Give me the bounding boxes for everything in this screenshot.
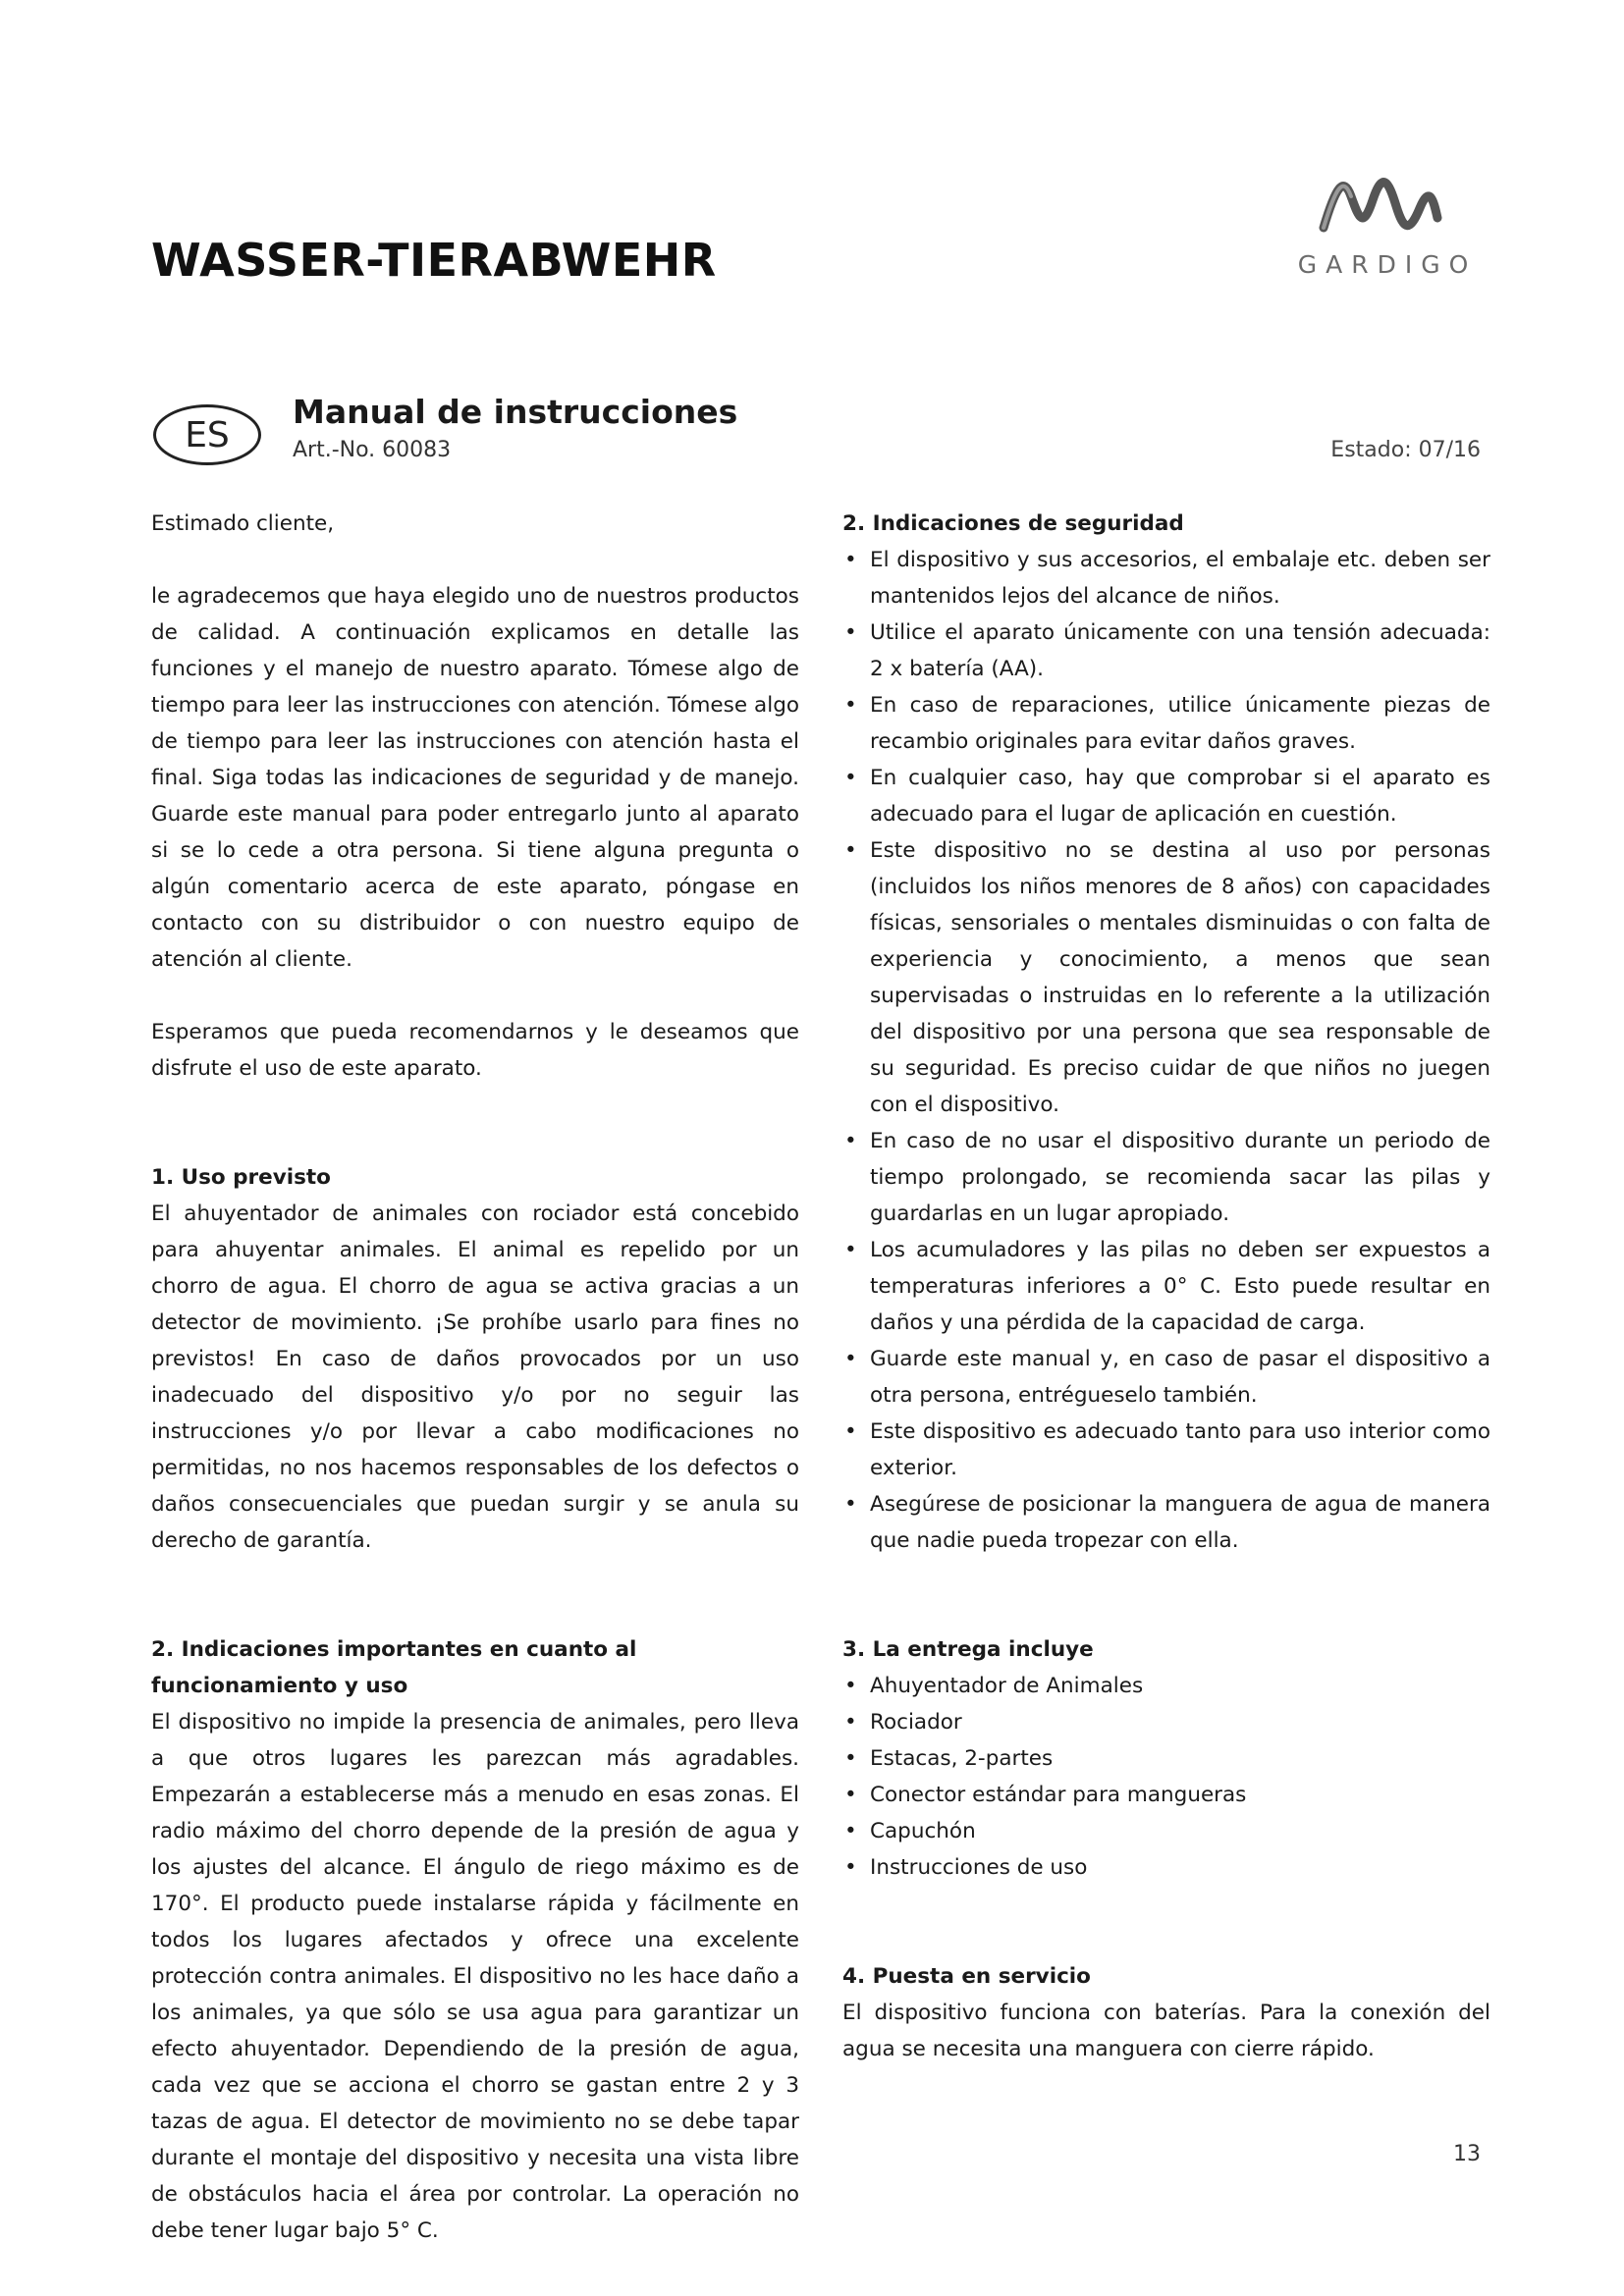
left-column [151, 506, 799, 2249]
page-number: 13 [1453, 2142, 1481, 2166]
list-item: • Instrucciones de uso [842, 1849, 1490, 1886]
list-item: • Guarde este manual y, en caso de pasar el dispositivo a otra persona, entrégueselo también. [842, 1341, 1490, 1414]
section-2-usage-body: El dispositivo no impide la presencia de animales, pero lleva a que otros lugares les parezcan más agradables. Empezarán a establecerse más a menudo en esas zonas. El radio máximo del chorro depende de la presión de agua y los ajustes del alcance. El ángulo de riego máximo es de 170°. El producto puede instalarse rápida y fácilmente en todos los lugares afectados y ofrece una excelente protección contra animales. El dispositivo no les hace daño a los animales, ya que sólo se usa agua para garantizar un efecto ahuyentador. Dependiendo de la presión de agua, cada vez que se acciona el chorro se gastan entre 2 y 3 tazas de agua. El detector de movimiento no se debe tapar durante el montaje del dispositivo y necesita una vista libre de obstáculos hacia el área por controlar. La operación no debe tener lugar bajo 5° C. [151, 1710, 799, 2243]
list-item: • En cualquier caso, hay que comprobar si el aparato es adecuado para el lugar de aplicación en cuestión. [842, 760, 1490, 832]
gardigo-wave-icon [1294, 167, 1481, 245]
list-item: • En caso de no usar el dispositivo durante un periodo de tiempo prolongado, se recomienda sacar las pilas y guardarlas en un lugar apropiado. [842, 1123, 1490, 1232]
document-title: WASSER-TIERABWEHR [151, 234, 717, 287]
list-item: • Rociador [842, 1704, 1490, 1740]
manual-title: Manual de instrucciones [293, 393, 738, 431]
list-item: • Ahuyentador de Animales [842, 1668, 1490, 1704]
document-status-date: Estado: 07/16 [1330, 438, 1481, 462]
greeting: Estimado cliente, [151, 511, 335, 536]
list-item: • Estacas, 2-partes [842, 1740, 1490, 1777]
startup-body: El dispositivo funciona con baterías. Para la conexión del agua se necesita una manguera con cierre rápido. [842, 2001, 1490, 2061]
safety-list [842, 542, 1490, 1559]
delivery-list [842, 1668, 1490, 1886]
section-1-heading: 1. Uso previsto [151, 1165, 331, 1190]
list-item: • El dispositivo y sus accesorios, el embalaje etc. deben ser mantenidos lejos del alcance de niños. [842, 542, 1490, 614]
section-2-usage-heading: 2. Indicaciones importantes en cuanto al funcionamiento y uso [151, 1637, 637, 1698]
logo-wordmark: GARDIGO [1297, 250, 1478, 279]
list-item: • Los acumuladores y las pilas no deben ser expuestos a temperaturas inferiores a 0° C. Esto puede resultar en daños y una pérdida de la capacidad de carga. [842, 1232, 1490, 1341]
intro-paragraph: le agradecemos que haya elegido uno de nuestros productos de calidad. A continuación explicamos en detalle las funciones y el manejo de nuestro aparato. Tómese algo de tiempo para leer las instrucciones con atención. Tómese algo de tiempo para leer las instrucciones con atención hasta el final. Siga todas las indicaciones de seguridad y de manejo. Guarde este manual para poder entregarlo junto al aparato si se lo cede a otra persona. Si tiene alguna pregunta o algún comentario acerca de este aparato, póngase en contacto con su distribuidor o con nuestro equipo de atención al cliente. [151, 584, 799, 972]
list-item: • Este dispositivo no se destina al uso por personas (incluidos los niños menores de 8 años) con capacidades físicas, sensoriales o mentales disminuidas o con falta de experiencia y conocimiento, a menos que sean supervisadas o instruidas en lo referente a la utilización del dispositivo por una persona que sea responsable de su seguridad. Es preciso cuidar de que niños no juegen con el dispositivo. [842, 832, 1490, 1123]
list-item: • Utilice el aparato únicamente con una tensión adecuada: 2 x batería (AA). [842, 614, 1490, 687]
gardigo-logo [1294, 167, 1481, 285]
list-item: • Capuchón [842, 1813, 1490, 1849]
list-item: • En caso de reparaciones, utilice únicamente piezas de recambio originales para evitar daños graves. [842, 687, 1490, 760]
list-item: • Conector estándar para mangueras [842, 1777, 1490, 1813]
article-number: Art.-No. 60083 [293, 438, 452, 462]
right-column [842, 506, 1490, 2067]
list-item: • Asegúrese de posicionar la manguera de agua de manera que nadie pueda tropezar con ella. [842, 1486, 1490, 1559]
closing-paragraph: Esperamos que pueda recomendarnos y le deseamos que disfrute el uso de este aparato. [151, 1020, 799, 1081]
list-item: • Este dispositivo es adecuado tanto para uso interior como exterior. [842, 1414, 1490, 1486]
delivery-heading: 3. La entrega incluye [842, 1637, 1094, 1662]
safety-heading: 2. Indicaciones de seguridad [842, 511, 1184, 536]
section-1-body: El ahuyentador de animales con rociador está concebido para ahuyentar animales. El animal es repelido por un chorro de agua. El chorro de agua se activa gracias a un detector de movimiento. ¡Se prohíbe usarlo para fines no previstos! En caso de daños provocados por un uso inadecuado del dispositivo y/o por no seguir las instrucciones y/o por llevar a cabo modificaciones no permitidas, no nos hacemos responsables de los defectos o daños consecuenciales que puedan surgir y se anula su derecho de garantía. [151, 1201, 799, 1553]
language-badge: ES [153, 404, 261, 465]
startup-heading: 4. Puesta en servicio [842, 1964, 1091, 1989]
